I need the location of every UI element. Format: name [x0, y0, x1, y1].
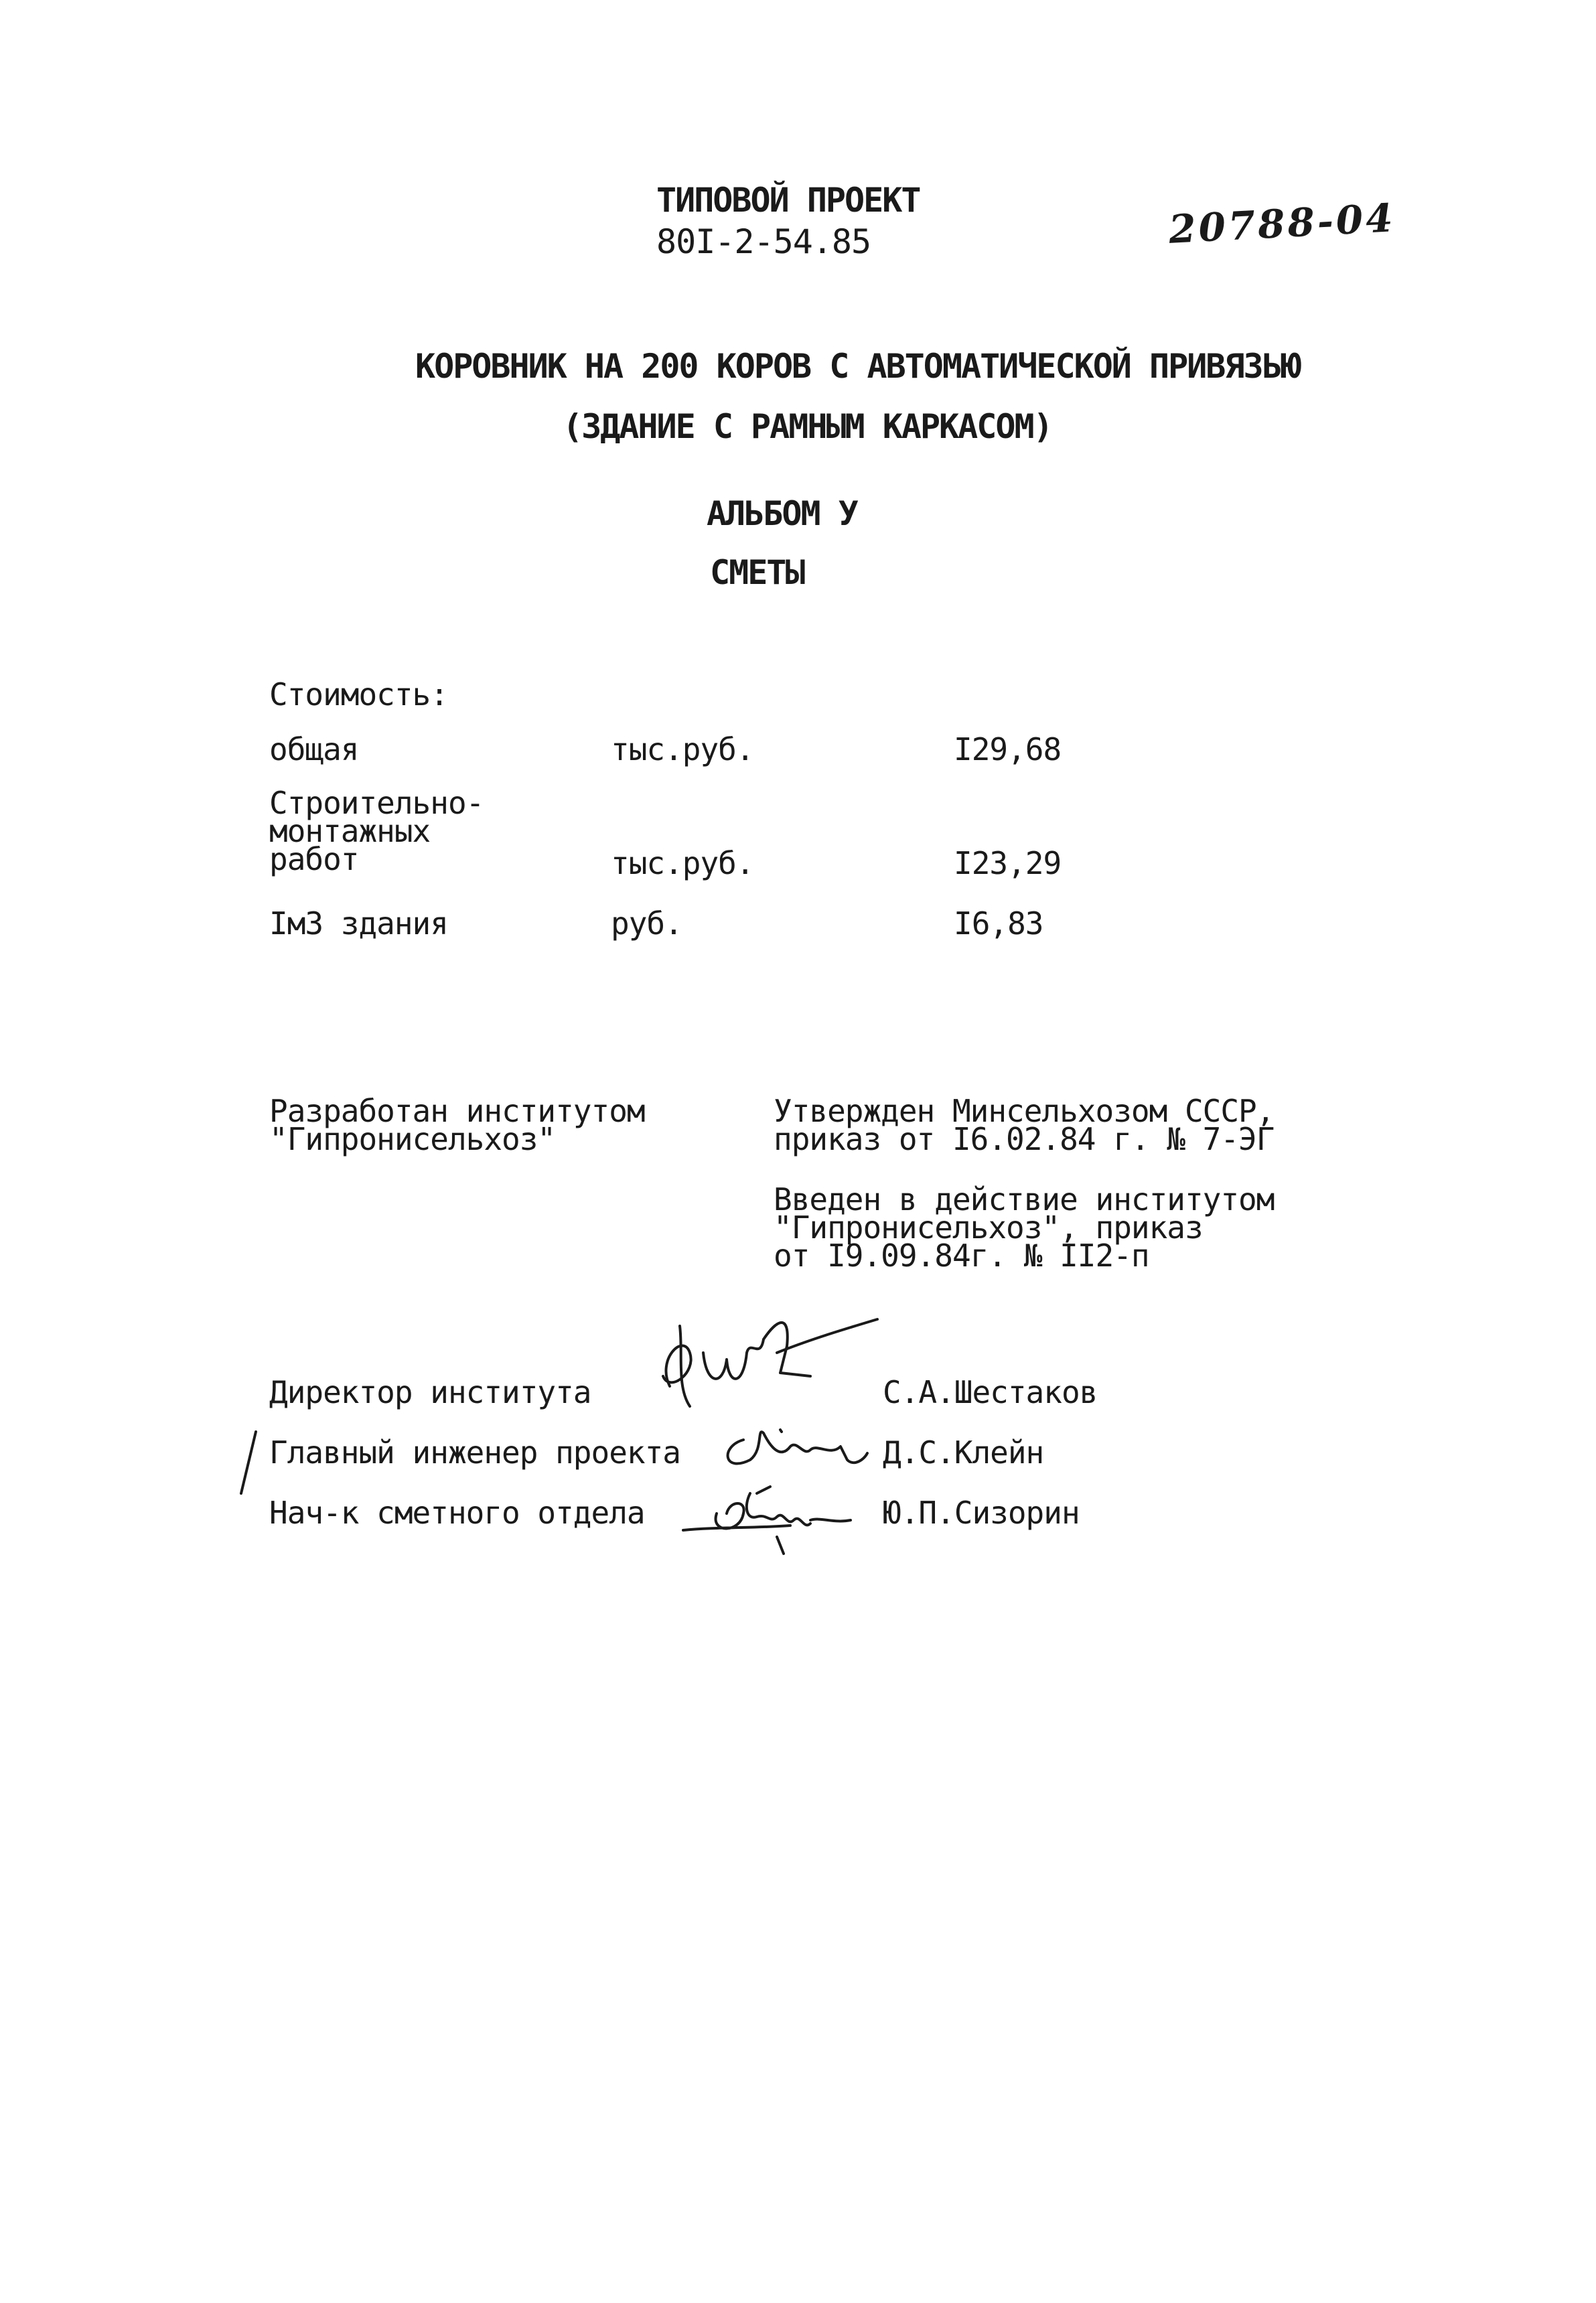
project-number: 80I-2-54.85 [656, 222, 871, 261]
signatory-chief-engineer-position: Главный инженер проекта [269, 1434, 680, 1471]
enacted-line-1: Введен в действие институтом [774, 1181, 1275, 1217]
signature-estimate-head-drawing [676, 1473, 871, 1560]
approved-by [774, 1093, 1275, 1157]
inventory-number: 20788-04 [1167, 195, 1397, 252]
album-subject: СМЕТЫ [710, 553, 804, 592]
cost-row-construction-label-3: работ [269, 841, 359, 877]
cost-row-m3-unit: руб. [611, 905, 682, 942]
signatory-chief-engineer-name: Д.С.Клейн [883, 1434, 1044, 1471]
project-header [656, 179, 920, 263]
title-line-2: (ЗДАНИЕ С РАМНЫМ КАРКАСОМ) [563, 407, 1052, 446]
signatory-director-position: Директор института [269, 1374, 591, 1410]
cost-row-m3-value: I6,83 [954, 905, 1043, 942]
cost-row-total-label: общая [269, 731, 359, 767]
cost-row-total-unit: тыс.руб. [611, 731, 754, 767]
approved-line-2: приказ от I6.02.84 г. № 7-ЭГ [774, 1121, 1275, 1157]
approved-line-1: Утвержден Минсельхозом СССР, [774, 1093, 1275, 1129]
signatory-director-name: С.А.Шестаков [883, 1374, 1098, 1410]
project-label: ТИПОВОЙ ПРОЕКТ [656, 181, 920, 220]
cost-row-total-value: I29,68 [954, 731, 1062, 767]
signature-chief-engineer-drawing [717, 1420, 871, 1480]
developed-line-2: "Гипронисельхоз" [269, 1121, 556, 1157]
cost-row-m3-label: Iм3 здания [269, 905, 448, 942]
cost-row-construction-value: I23,29 [954, 845, 1062, 881]
developed-line-1: Разработан институтом [269, 1093, 645, 1129]
signature-director-drawing [643, 1313, 884, 1413]
title-line-1: КОРОВНИК НА 200 КОРОВ С АВТОМАТИЧЕСКОЙ ПРИВЯЗЬЮ [415, 347, 1300, 386]
cost-heading: Стоимость: [269, 676, 448, 713]
album-label: АЛЬБОМ У [707, 494, 857, 533]
enacted-line-3: от I9.09.84г. № II2-п [774, 1238, 1149, 1274]
cost-row-construction-label [269, 785, 484, 877]
margin-stroke-mark [234, 1426, 261, 1500]
cost-row-construction-label-1: Строительно- [269, 785, 484, 821]
cost-row-construction-label-2: монтажных [269, 813, 431, 849]
developed-by [269, 1093, 645, 1157]
enacted-line-2: "Гипронисельхоз", приказ [774, 1209, 1203, 1246]
signatory-estimate-head-position: Нач-к сметного отдела [269, 1495, 645, 1531]
signatory-estimate-head-name: Ю.П.Сизорин [883, 1495, 1080, 1531]
cost-row-construction-unit: тыс.руб. [611, 845, 754, 881]
enacted-by [774, 1181, 1275, 1274]
